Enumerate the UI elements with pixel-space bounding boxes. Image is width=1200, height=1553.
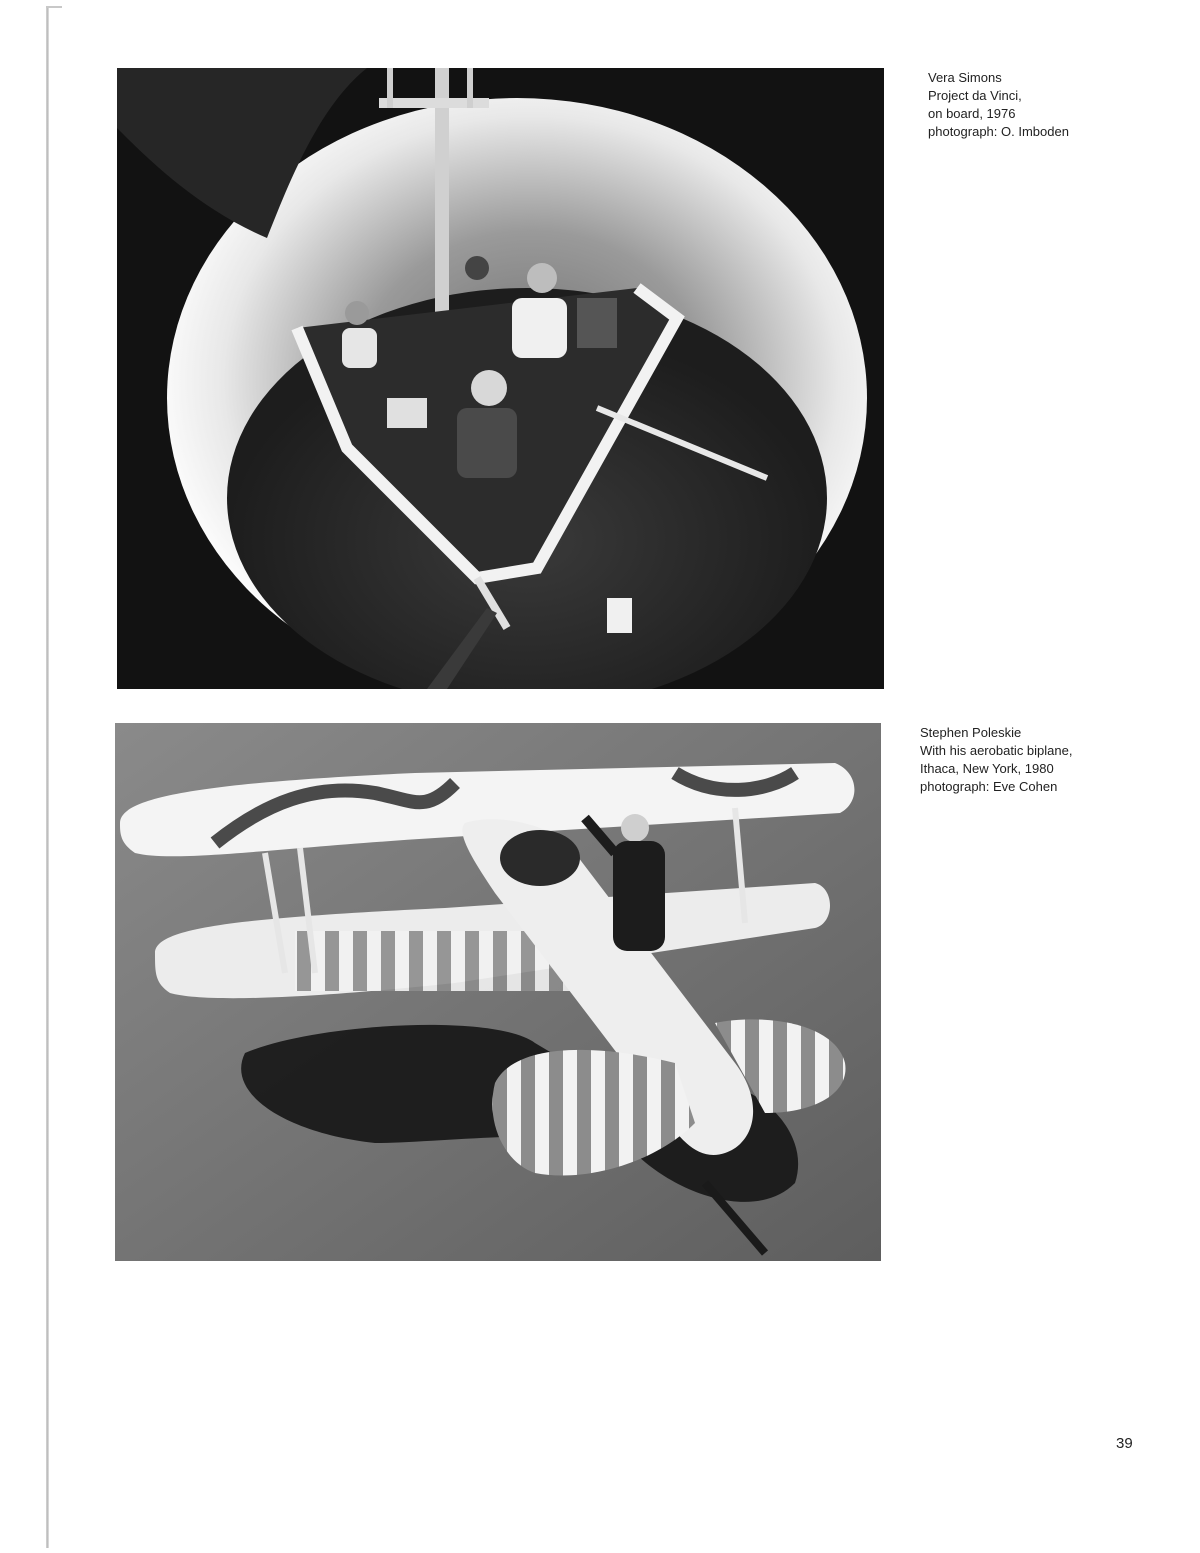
caption-line: Stephen Poleskie xyxy=(920,725,1022,740)
photo-balloon-gondola-image xyxy=(117,68,884,689)
caption-line: With his aerobatic biplane, xyxy=(920,743,1073,758)
photo-aerobatic-biplane-image xyxy=(115,723,881,1261)
binding-gutter-line xyxy=(46,8,49,1548)
photo-aerobatic-biplane xyxy=(115,723,881,1261)
page-number: 39 xyxy=(1116,1435,1133,1452)
caption-balloon-photo xyxy=(928,69,1069,141)
caption-line: Vera Simons xyxy=(928,70,1002,85)
caption-line: photograph: Eve Cohen xyxy=(920,779,1058,794)
binding-gutter-tick xyxy=(46,6,62,8)
caption-line: on board, 1976 xyxy=(928,106,1016,121)
caption-biplane-photo xyxy=(920,724,1072,796)
caption-line: Ithaca, New York, 1980 xyxy=(920,761,1054,776)
photo-balloon-gondola xyxy=(117,68,884,689)
caption-line: Project da Vinci, xyxy=(928,88,1022,103)
caption-line: photograph: O. Imboden xyxy=(928,124,1069,139)
